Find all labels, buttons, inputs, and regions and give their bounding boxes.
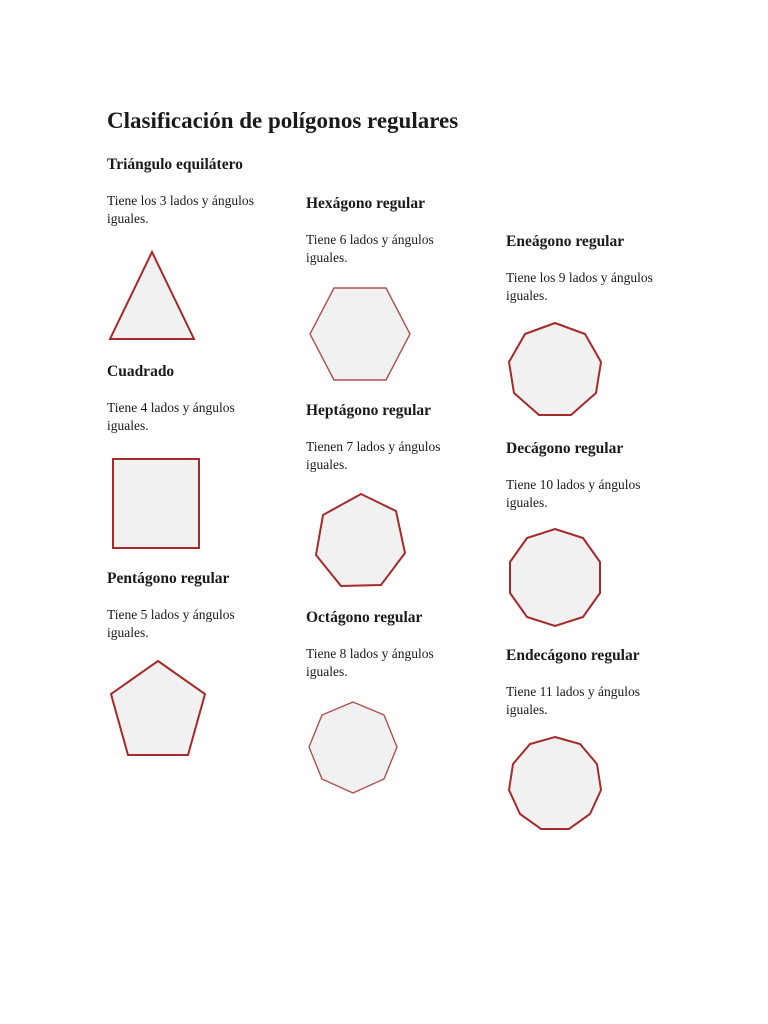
nonagon-shape [504, 320, 606, 424]
polygon-heading: Endecágono regular [506, 647, 640, 664]
decagon-shape [504, 526, 606, 630]
polygon-description: Tiene 5 lados y ángulos iguales. [107, 607, 235, 640]
polygon-description: Tienen 7 lados y ángulos iguales. [306, 439, 441, 472]
polygon-heading: Octágono regular [306, 609, 423, 626]
polygon-description: Tiene 8 lados y ángulos iguales. [306, 646, 434, 679]
polygon-section-heptagon [306, 401, 486, 474]
triangle-polygon [110, 252, 194, 339]
polygon-section-square [107, 362, 287, 435]
pentagon-polygon [111, 661, 205, 755]
decagon-polygon [510, 529, 600, 626]
polygon-section-decagon [506, 439, 686, 512]
polygon-section-pentagon [107, 569, 287, 642]
heptagon-shape [310, 490, 410, 590]
polygon-heading: Hexágono regular [306, 195, 425, 212]
hendecagon-polygon [509, 737, 601, 829]
polygon-heading: Eneágono regular [506, 233, 625, 250]
polygon-heading: Heptágono regular [306, 402, 431, 419]
octagon-polygon [309, 702, 397, 793]
hendecagon-shape [504, 734, 606, 838]
polygon-heading: Cuadrado [107, 363, 175, 380]
polygon-description: Tiene 6 lados y ángulos iguales. [306, 232, 434, 265]
polygon-description: Tiene los 9 lados y ángulos iguales. [506, 270, 653, 303]
square-polygon [113, 459, 199, 548]
square-shape [108, 454, 204, 554]
nonagon-polygon [509, 323, 601, 415]
triangle-shape [104, 246, 200, 346]
polygon-section-nonagon [506, 232, 686, 305]
polygon-description: Tiene 10 lados y ángulos iguales. [506, 477, 641, 510]
pentagon-shape [106, 658, 210, 762]
polygon-heading: Decágono regular [506, 440, 624, 457]
heptagon-polygon [316, 494, 405, 586]
polygon-description: Tiene 4 lados y ángulos iguales. [107, 400, 235, 433]
hexagon-polygon [310, 288, 410, 380]
polygon-section-hendecagon [506, 646, 686, 719]
polygon-description: Tiene los 3 lados y ángulos iguales. [107, 193, 254, 226]
polygon-heading: Pentágono regular [107, 570, 230, 587]
hexagon-shape [305, 284, 415, 384]
octagon-shape [304, 698, 402, 798]
polygon-section-octagon [306, 608, 486, 681]
polygon-heading: Triángulo equilátero [107, 156, 243, 173]
page-title: Clasificación de polígonos regulares [107, 108, 459, 133]
polygon-section-triangle [107, 155, 287, 228]
polygon-section-hexagon [306, 194, 486, 267]
polygon-description: Tiene 11 lados y ángulos iguales. [506, 684, 640, 717]
